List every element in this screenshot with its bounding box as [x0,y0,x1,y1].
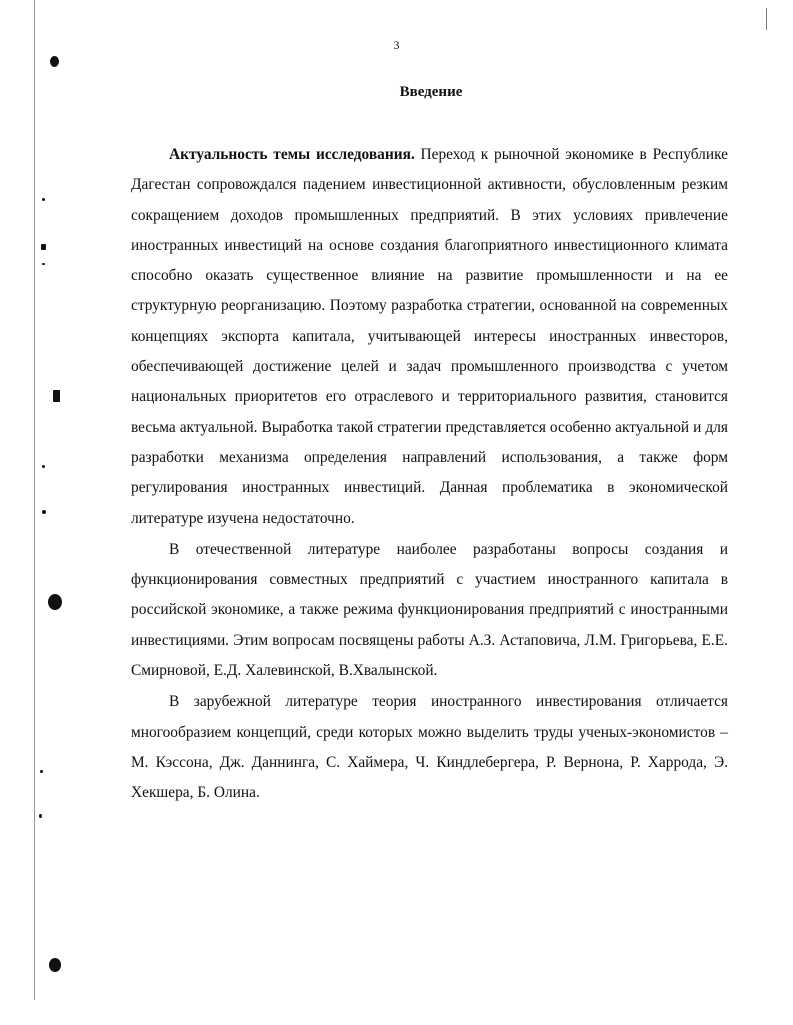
punch-hole-mark [39,814,42,818]
punch-hole-mark [42,510,46,514]
punch-hole-mark [50,56,59,67]
punch-hole-mark [42,465,45,468]
page-title: Введение [399,84,463,100]
paragraph-text: В зарубежной литературе теория иностранного инвестирования отличается многообразием концепций, среди которых можно выделить труды ученых-экономистов – М. Кэссона, Дж. Даннинга, С. Хаймера, Ч. Киндлебергера, Р. Вернона, Р. Харрода, Э. Хекшера, Б. Олина. [131,693,728,802]
scan-edge-line [34,0,35,1000]
punch-hole-mark [49,958,61,972]
punch-hole-mark [41,244,46,250]
paragraph-lead: Актуальность темы исследования. [169,146,415,163]
punch-hole-mark [48,594,62,610]
paragraph-relevance [131,140,728,534]
punch-hole-mark [42,263,45,265]
scan-edge-line-right [766,8,767,30]
punch-hole-mark [53,390,60,402]
page-number: 3 [393,38,400,52]
punch-hole-mark [42,198,45,201]
punch-hole-mark [40,770,43,773]
paragraph-foreign-literature [131,687,728,808]
paragraph-text: Переход к рыночной экономике в Республике Дагестан сопровождался падением инвестиционной активности, обусловленным резким сокращением доходов промышленных предприятий. В этих условиях привлечение иностранных инвестиций на основе создания благоприятного инвестиционного климата способно оказать существенное влияние на развитие промышленности и на ее структурную реорганизацию. Поэтому разработка стратегии, основанной на современных концепциях экспорта капитала, учитывающей интересы иностранных инвесторов, обеспечивающей достижение целей и задач промышленного производства с учетом национальных приоритетов его отраслевого и территориального развития, становится весьма актуальной. Выработка такой стратегии представляется особенно актуальной и для разработки механизма определения направлений использования, а также форм регулирования иностранных инвестиций. Данная проблематика в экономической литературе изучена недостаточно. [131,146,728,527]
paragraph-text: В отечественной литературе наиболее разработаны вопросы создания и функционирования совместных предприятий с участием иностранного капитала в российской экономике, а также режима функционирования предприятий с иностранными инвестициями. Этим вопросам посвящены работы А.З. Астаповича, Л.М. Григорьева, Е.Е. Смирновой, Е.Д. Халевинской, В.Хвалынской. [131,540,728,680]
body-text [131,140,728,809]
paragraph-domestic-literature [131,535,728,686]
